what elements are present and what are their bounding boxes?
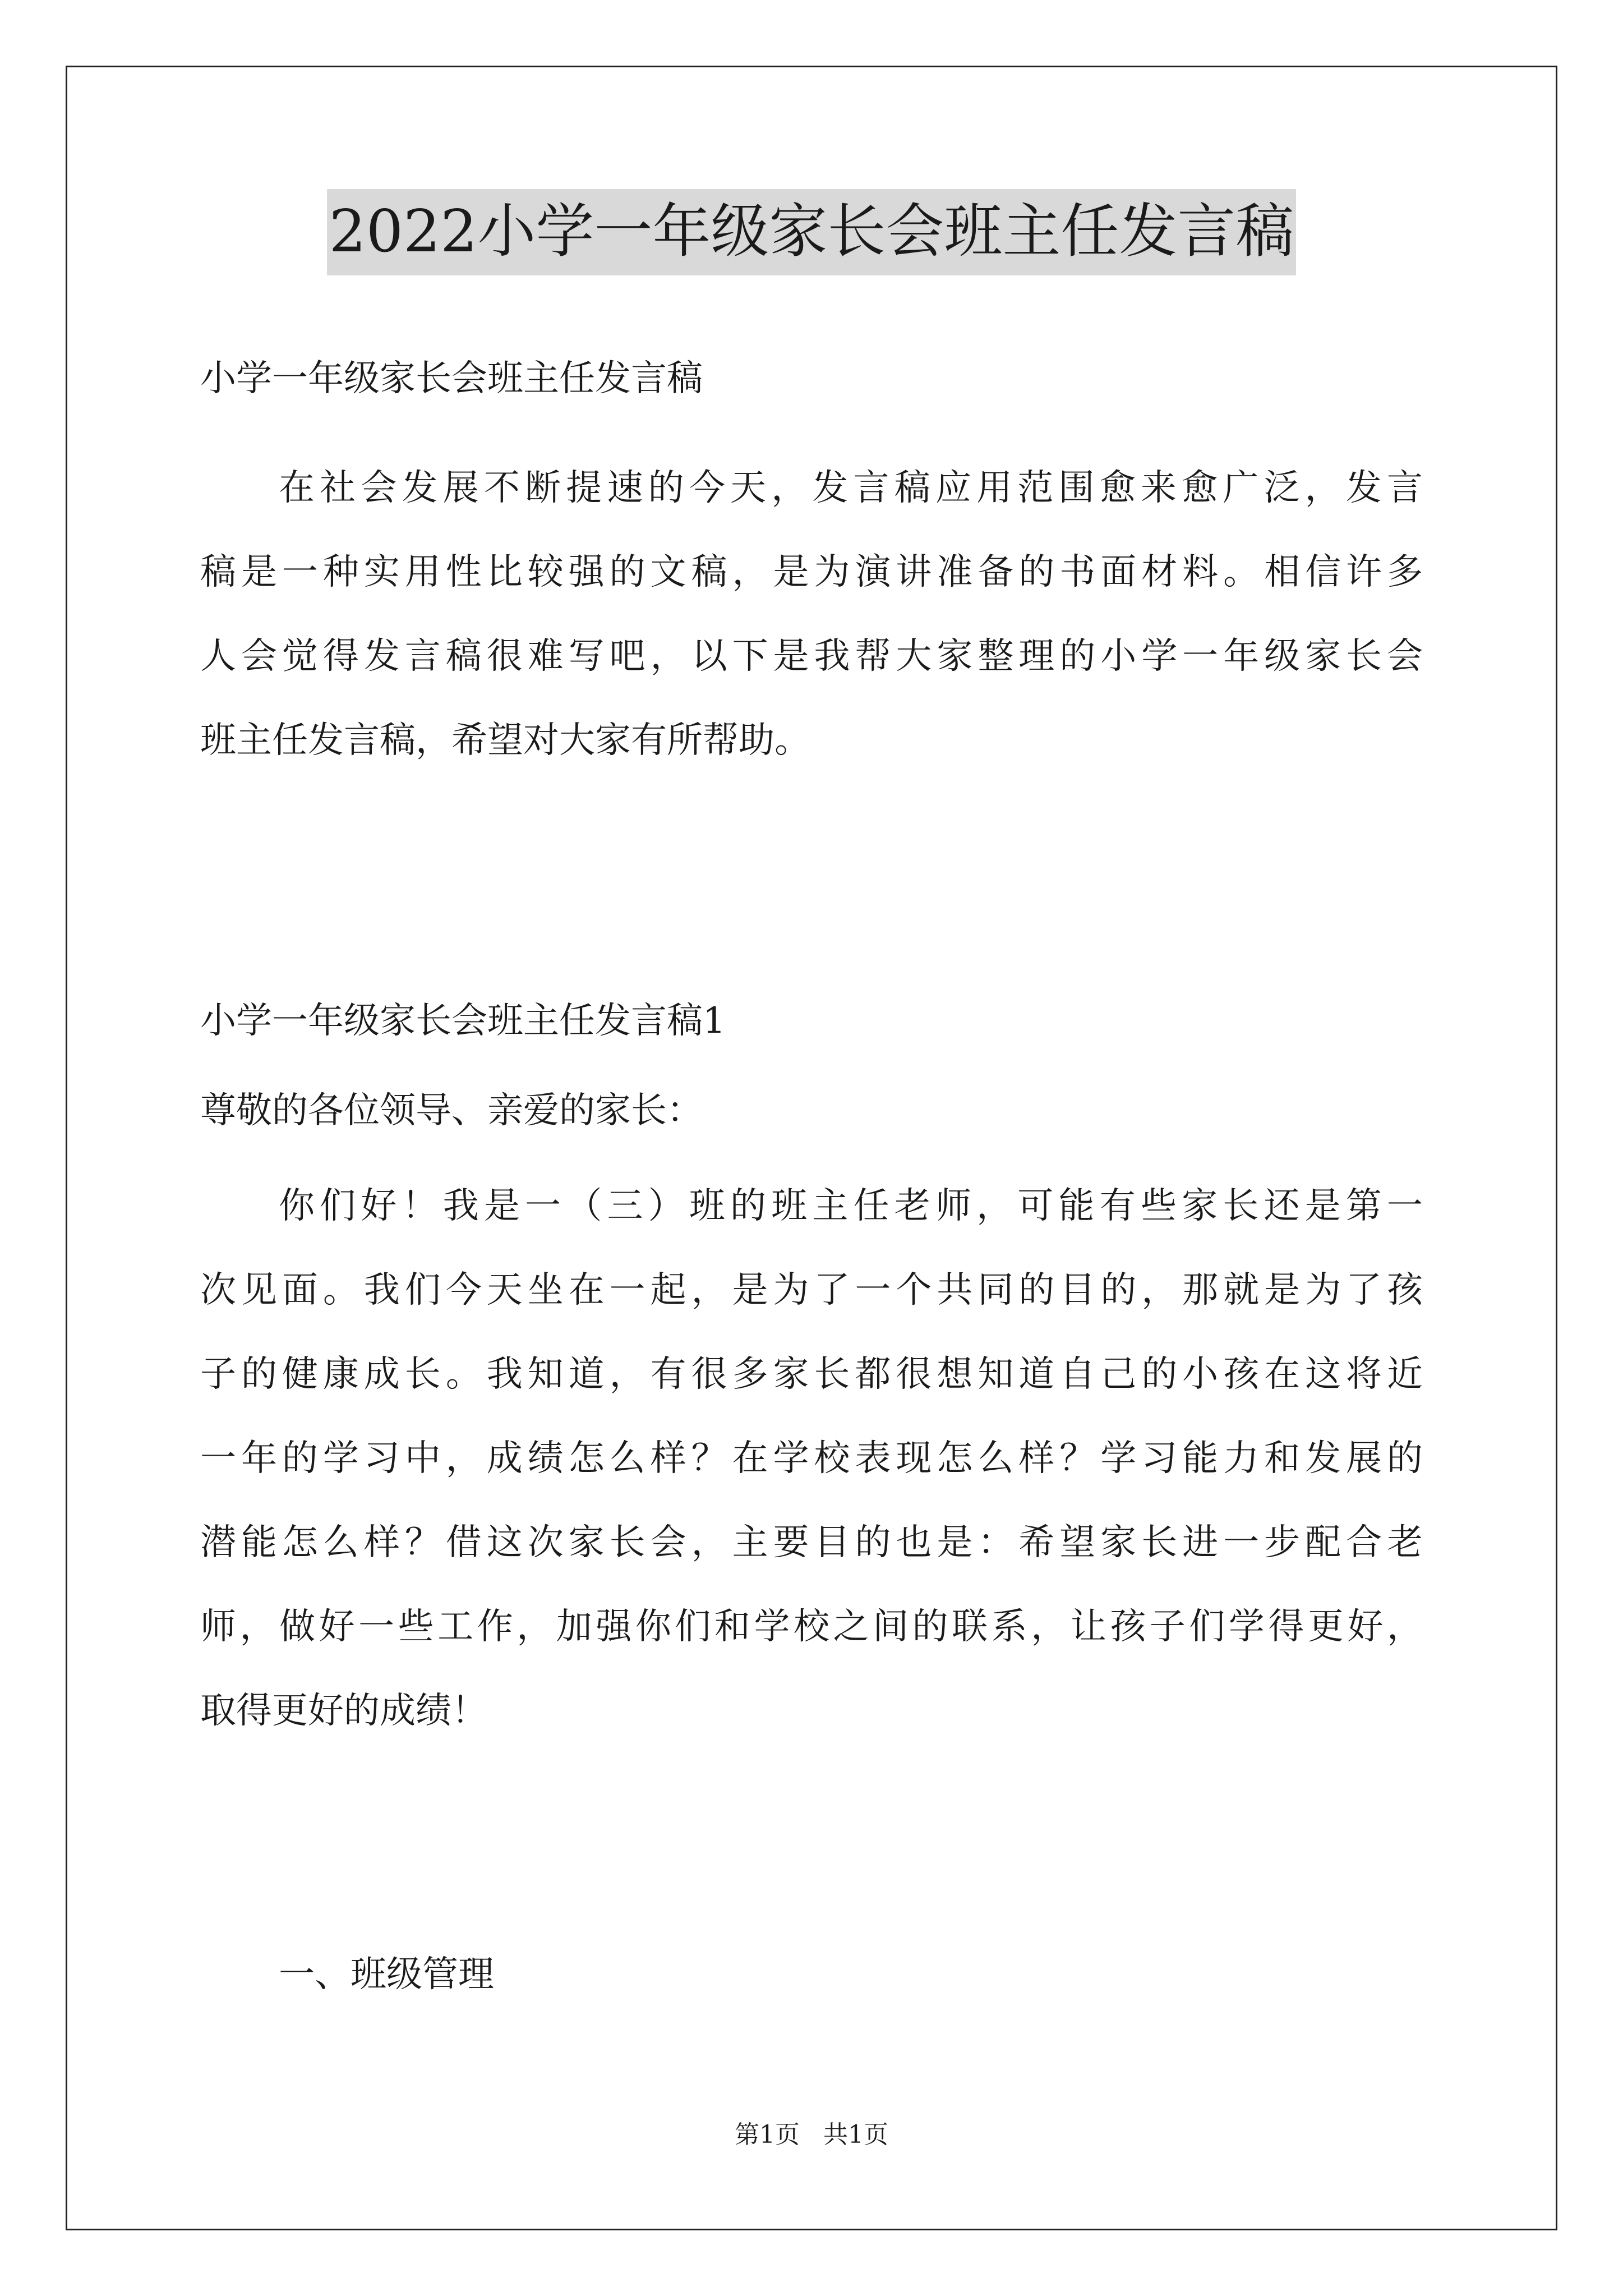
salutation: 尊敬的各位领导、亲爱的家长： — [200, 1090, 703, 1131]
page-footer: 第1页 共1页 — [735, 2120, 888, 2149]
list-heading: 一、班级管理 — [279, 1954, 494, 1995]
body-line: 次见面。我们今天坐在一起，是为了一个共同的目的，那就是为了孩 — [200, 1269, 1423, 1311]
body-line: 师，做好一些工作，加强你们和学校之间的联系，让孩子们学得更好， — [200, 1606, 1423, 1648]
intro-line: 稿是一种实用性比较强的文稿，是为演讲准备的书面材料。相信许多 — [200, 551, 1423, 593]
body-line: 子的健康成长。我知道，有很多家长都很想知道自己的小孩在这将近 — [200, 1354, 1423, 1395]
document-title-text: 2022小学一年级家长会班主任发言稿 — [327, 189, 1297, 275]
body-line: 取得更好的成绩！ — [200, 1690, 487, 1732]
body-paragraph — [200, 1164, 1423, 1753]
intro-line: 班主任发言稿，希望对大家有所帮助。 — [200, 720, 810, 761]
section-heading: 小学一年级家长会班主任发言稿1 — [200, 1000, 726, 1042]
intro-line: 在社会发展不断提速的今天，发言稿应用范围愈来愈广泛，发言 — [279, 467, 1423, 509]
intro-line: 人会觉得发言稿很难写吧，以下是我帮大家整理的小学一年级家长会 — [200, 636, 1423, 677]
body-line: 一年的学习中，成绩怎么样？在学校表现怎么样？学习能力和发展的 — [200, 1438, 1423, 1479]
document-subtitle: 小学一年级家长会班主任发言稿 — [200, 358, 703, 399]
document-title — [0, 197, 1623, 265]
body-line: 你们好！我是一（三）班的班主任老师，可能有些家长还是第一 — [279, 1185, 1423, 1227]
body-line: 潜能怎么样？借这次家长会，主要目的也是：希望家长进一步配合老 — [200, 1522, 1423, 1563]
intro-paragraph — [200, 446, 1423, 783]
